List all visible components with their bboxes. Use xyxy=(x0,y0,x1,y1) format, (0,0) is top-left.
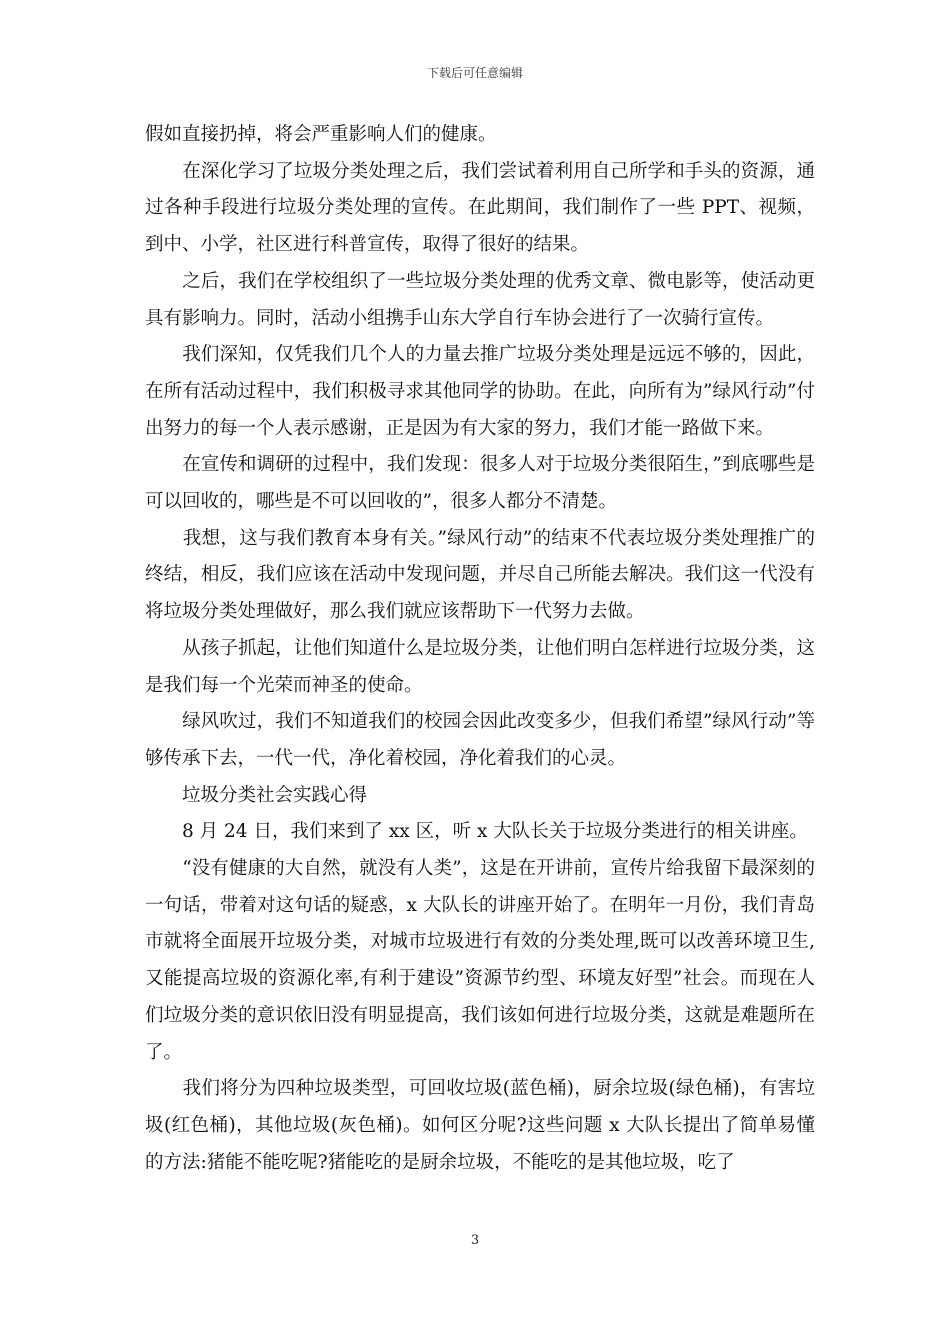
paragraph-1: 假如直接扔掉，将会严重影响人们的健康。 xyxy=(145,124,497,145)
body-text xyxy=(145,117,815,1181)
page-number: 3 xyxy=(470,1233,480,1248)
paragraph-2: 在深化学习了垃圾分类处理之后，我们尝试着利用自己所学和手头的资源，通过各种手段进行垃圾分类处理的宣传。在此期间，我们制作了一些 PPT、视频，到中、小学，社区进行科普宣传，取得了很好的结果。 xyxy=(145,160,815,256)
paragraph-7: 从孩子抓起，让他们知道什么是垃圾分类，让他们明白怎样进行垃圾分类，这是我们每一个光荣而神圣的使命。 xyxy=(145,637,815,696)
section-heading: 垃圾分类社会实践心得 xyxy=(145,784,368,806)
paragraph-11: 我们将分为四种垃圾类型，可回收垃圾(蓝色桶)，厨余垃圾(绿色桶)，有害垃圾(红色桶)，其他垃圾(灰色桶)。如何区分呢?这些问题 x 大队长提出了简单易懂的方法:猪能不能吃呢?猪能吃的是厨余垃圾，不能吃的是其他垃圾，吃了 xyxy=(145,1078,815,1173)
paragraph-10: “没有健康的大自然，就没有人类”，这是在开讲前，宣传片给我留下最深刻的一句话，带着对这句话的疑惑，x 大队长的讲座开始了。在明年一月份，我们青岛市就将全面展开垃圾分类，对城市垃圾进行有效的分类处理,既可以改善环境卫生,又能提高垃圾的资源化率,有利于建设”资源节约型、环境友好型”社会。而现在人们垃圾分类的意识依旧没有明显提高，我们该如何进行垃圾分类，这就是难题所在了。 xyxy=(145,858,815,1063)
paragraph-4: 我们深知，仅凭我们几个人的力量去推广垃圾分类处理是远远不够的，因此，在所有活动过程中，我们积极寻求其他同学的协助。在此，向所有为”绿风行动”付出努力的每一个人表示感谢，正是因为有大家的努力，我们才能一路做下来。 xyxy=(145,344,815,439)
paragraph-3: 之后，我们在学校组织了一些垃圾分类处理的优秀文章、微电影等，使活动更具有影响力。同时，活动小组携手山东大学自行车协会进行了一次骑行宣传。 xyxy=(145,270,815,329)
page-header: 下载后可任意编辑 xyxy=(426,66,523,80)
paragraph-9: 8 月 24 日，我们来到了 xx 区，听 x 大队长关于垃圾分类进行的相关讲座。 xyxy=(145,821,808,843)
paragraph-6: 我想，这与我们教育本身有关。”绿风行动”的结束不代表垃圾分类处理推广的终结，相反，我们应该在活动中发现问题，并尽自己所能去解决。我们这一代没有将垃圾分类处理做好，那么我们就应该帮助下一代努力去做。 xyxy=(145,527,815,623)
paragraph-5: 在宣传和调研的过程中，我们发现：很多人对于垃圾分类很陌生，”到底哪些是可以回收的，哪些是不可以回收的”，很多人都分不清楚。 xyxy=(145,454,815,513)
paragraph-8: 绿风吹过，我们不知道我们的校园会因此改变多少，但我们希望”绿风行动”等够传承下去，一代一代，净化着校园，净化着我们的心灵。 xyxy=(145,711,815,769)
